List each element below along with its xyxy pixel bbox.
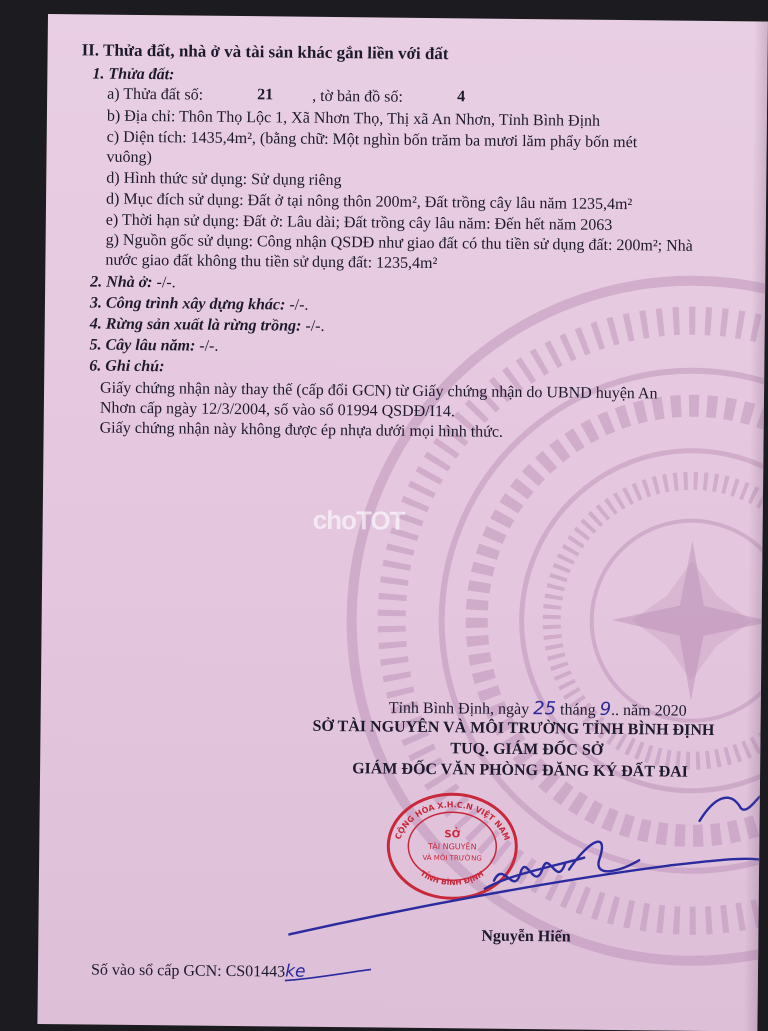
notes-line-2: Nhơn cấp ngày 12/3/2004, số vào sổ 01994 QSDĐ/I14.: [99, 399, 456, 421]
notes-line-3: Giấy chứng nhận này không được ép nhựa dưới mọi hình thức.: [99, 419, 504, 441]
map-sheet-value: 4: [457, 88, 466, 106]
registry-pen-stroke-icon: [283, 967, 373, 988]
issue-month: 9: [599, 698, 612, 720]
house-item: 2. Nhà ở: -/-.: [90, 273, 176, 292]
seal-bottom-text: TỈNH BÌNH ĐỊNH: [418, 868, 486, 887]
other-works-item: 3. Công trình xây dựng khác: -/-.: [89, 294, 309, 314]
issuing-department: SỞ TÀI NGUYÊN VÀ MÔI TRƯỜNG TỈNH BÌNH ĐỊNH: [312, 717, 715, 740]
seal-outer-text: CỘNG HÒA X.H.C.N VIỆT NAM: [393, 800, 512, 842]
seal-inner-line-2: TÀI NGUYÊN: [427, 842, 477, 852]
notes-line-1: Giấy chứng nhận này thay thế (cấp đổi GCN) từ Giấy chứng nhận do UBND huyện An: [99, 379, 658, 403]
issue-day: 25: [533, 698, 557, 720]
authorization-line: TUQ. GIÁM ĐỐC SỞ: [450, 740, 604, 759]
section-title: II. Thửa đất, nhà ở và tài sản khác gắn liền với đất: [81, 40, 449, 64]
perennial-trees-item: 5. Cây lâu năm: -/-.: [89, 336, 219, 355]
office-title: GIÁM ĐỐC VĂN PHÒNG ĐĂNG KÝ ĐẤT ĐAI: [352, 760, 689, 781]
parcel-heading: 1. Thửa đất:: [92, 65, 175, 84]
notes-heading: 6. Ghi chú:: [89, 357, 165, 376]
area-line: c) Diện tích: 1435,4m², (bằng chữ: Một nghìn bốn trăm ba mươi lăm phẩy bốn mét: [106, 128, 638, 152]
usage-form-line: d) Hình thức sử dụng: Sử dụng riêng: [106, 169, 342, 190]
usage-term-line: e) Thời hạn sử dụng: Đất ở: Lâu dài; Đất trồng cây lâu năm: Đến hết năm 2063: [105, 211, 613, 234]
usage-purpose-line: d) Mục đích sử dụng: Đất ở tại nông thôn 200m², Đất trồng cây lâu năm 1235,4m²: [105, 190, 633, 214]
origin-line-continued: nước giao đất không thu tiền sử dụng đất: 1235,4m²: [105, 251, 438, 273]
parcel-number-value: 21: [257, 86, 274, 104]
issue-date: Tỉnh Bình Định, ngày 25 tháng 9.. năm 2020: [388, 698, 687, 720]
registry-handwritten-suffix: ke: [285, 961, 306, 982]
forest-item: 4. Rừng sản xuất là rừng trồng: -/-.: [89, 315, 325, 335]
seal-inner-line-1: SỞ: [444, 829, 461, 841]
certificate-page: [37, 14, 768, 1031]
watermark: choTOT: [312, 504, 405, 536]
seal-inner-line-3: VÀ MÔI TRƯỜNG: [422, 853, 482, 863]
map-sheet-label: , tờ bản đồ số:: [312, 87, 403, 106]
address-line: b) Địa chỉ: Thôn Thọ Lộc 1, Xã Nhơn Thọ, Thị xã An Nhơn, Tỉnh Bình Định: [106, 107, 601, 130]
registry-number: Số vào sổ cấp GCN: CS01443ke: [90, 961, 306, 982]
parcel-number-label: a) Thửa đất số:: [107, 85, 204, 104]
origin-line: g) Nguồn gốc sử dụng: Công nhận QSDĐ như giao đất có thu tiền sử dụng đất: 200m²; Nhà: [105, 231, 693, 255]
area-line-continued: vuông): [106, 148, 152, 167]
signer-name: Nguyễn Hiến: [481, 927, 571, 946]
